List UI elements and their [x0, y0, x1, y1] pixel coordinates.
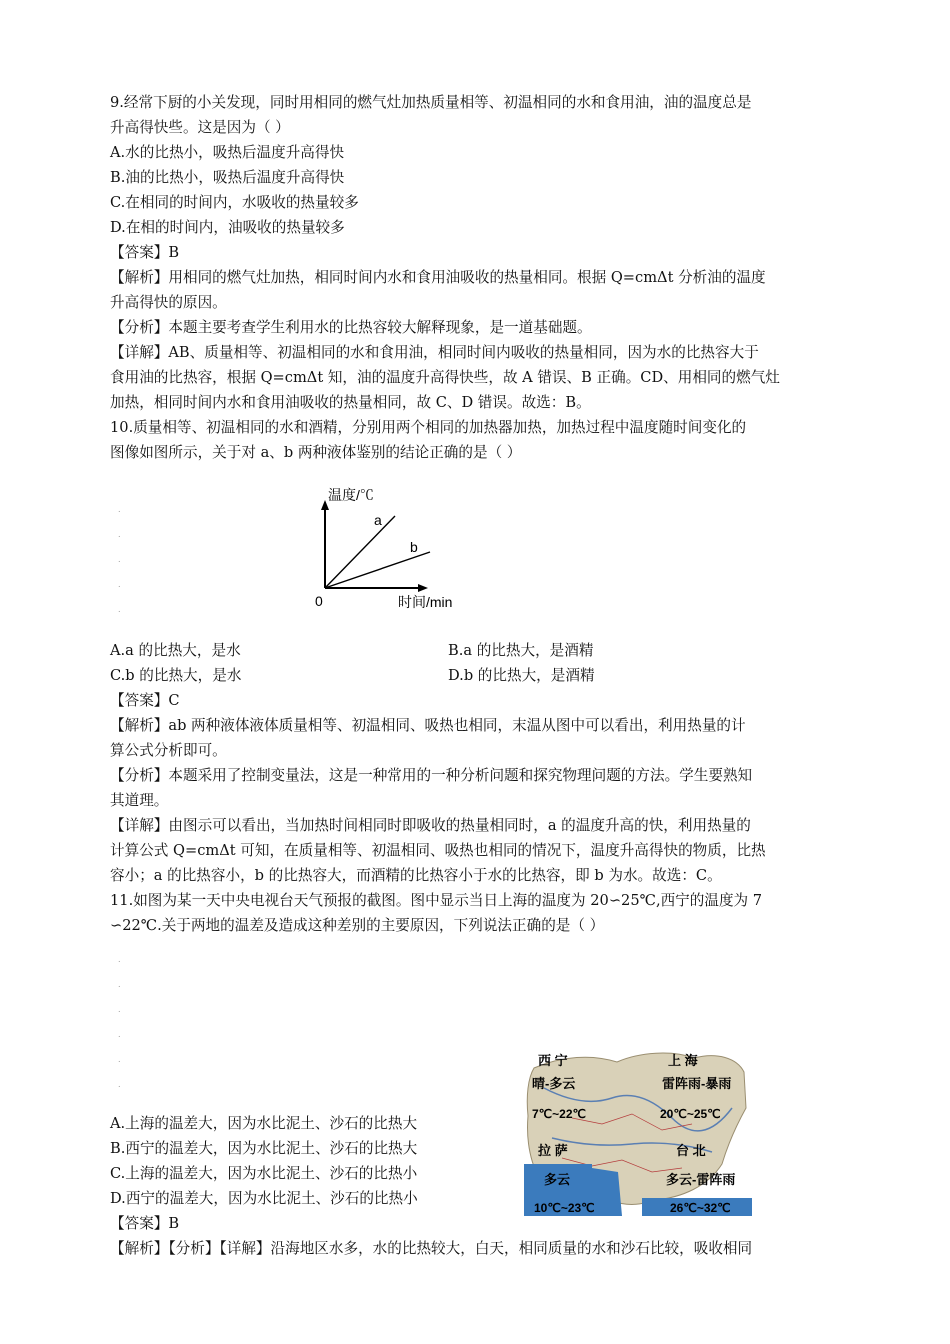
- q10-answer: 【答案】C: [110, 692, 180, 709]
- q10-jiexi-line2: 算公式分析即可。: [110, 742, 227, 759]
- map-xining-city: 西 宁: [538, 1053, 568, 1068]
- q9-xiangjie-line3: 加热，相同时间内水和食用油吸收的热量相同，故 C、D 错误。故选：B。: [110, 394, 591, 411]
- q10-option-c: C.b 的比热大，是水: [110, 667, 242, 684]
- q11-stem-line1: 11.如图为某一天中央电视台天气预报的截图。图中显示当日上海的温度为 20∽25℃,西宁的温度为 7: [110, 892, 763, 909]
- q9-answer: 【答案】B: [110, 244, 180, 261]
- q9-stem-line2: 升高得快些。这是因为（ ）: [110, 119, 290, 136]
- q10-option-a: A.a 的比热大，是水: [110, 642, 241, 659]
- graph-line-b-label: b: [410, 539, 418, 555]
- q11-jiexi: 【解析】【分析】【详解】沿海地区水多，水的比热较大，白天，相同质量的水和沙石比较，吸收相同: [110, 1240, 753, 1257]
- map-lasa-weather: 多云: [544, 1172, 571, 1187]
- graph-x-label: 时间/min: [398, 594, 453, 610]
- temperature-time-graph: [300, 480, 480, 615]
- q11-option-d: D.西宁的温差大，因为水比泥土、沙石的比热小: [110, 1190, 418, 1207]
- q9-jiexi-line2: 升高得快的原因。: [110, 294, 227, 311]
- graph-origin-label: 0: [315, 593, 323, 609]
- q10-xiangjie-line3: 容小；a 的比热容小，b 的比热容大，而酒精的比热容小于水的比热容，即 b 为水。故选：C。: [110, 867, 722, 884]
- weather-forecast-map: [522, 1048, 752, 1216]
- q9-xiangjie-line1: 【详解】AB、质量相等、初温相同的水和食用油，相同时间内吸收的热量相同，因为水的比热容大于: [110, 344, 759, 361]
- map-shanghai-temp: 20℃~25℃: [660, 1107, 721, 1121]
- q10-fenxi-line2: 其道理。: [110, 792, 169, 809]
- q10-stem-line2: 图像如图所示，关于对 a、b 两种液体鉴别的结论正确的是（ ）: [110, 444, 522, 461]
- q11-option-a: A.上海的温差大，因为水比泥土、沙石的比热大: [110, 1115, 418, 1132]
- q9-xiangjie-line2: 食用油的比热容，根据 Q=cmΔt 知，油的温度升高得快些，故 A 错误、B 正确。CD、用相同的燃气灶: [110, 369, 780, 386]
- q10-xiangjie-line2: 计算公式 Q=cmΔt 可知，在质量相等、初温相同、吸热也相同的情况下，温度升高得快的物质，比热: [110, 842, 766, 859]
- q9-option-d: D.在相的时间内，油吸收的热量较多: [110, 219, 345, 236]
- q10-jiexi-line1: 【解析】ab 两种液体液体质量相等、初温相同、吸热也相同，末温从图中可以看出，利用热量的计: [110, 717, 746, 734]
- q9-option-a: A.水的比热小，吸热后温度升高得快: [110, 144, 345, 161]
- q11-stem-line2: ∽22℃.关于两地的温差及造成这种差别的主要原因，下列说法正确的是（ ）: [110, 917, 605, 934]
- map-lasa-temp: 10℃~23℃: [534, 1201, 595, 1215]
- q10-option-b: B.a 的比热大，是酒精: [448, 642, 594, 659]
- q11-option-b: B.西宁的温差大，因为水比泥土、沙石的比热大: [110, 1140, 418, 1157]
- map-xining-temp: 7℃~22℃: [532, 1107, 586, 1121]
- map-taibei-city: 台 北: [676, 1143, 706, 1158]
- map-lasa-city: 拉 萨: [538, 1143, 568, 1158]
- q9-option-c: C.在相同的时间内，水吸收的热量较多: [110, 194, 359, 211]
- q10-xiangjie-line1: 【详解】由图示可以看出，当加热时间相同时即吸收的热量相同时，a 的温度升高的快，利用热量的: [110, 817, 751, 834]
- map-taibei-temp: 26℃~32℃: [670, 1201, 731, 1215]
- q9-fenxi: 【分析】本题主要考查学生利用水的比热容较大解释现象，是一道基础题。: [110, 319, 592, 336]
- q10-option-d: D.b 的比热大，是酒精: [448, 667, 595, 684]
- q9-option-b: B.油的比热小，吸热后温度升高得快: [110, 169, 345, 186]
- map-shanghai-weather: 雷阵雨-暴雨: [662, 1076, 732, 1091]
- q11-answer: 【答案】B: [110, 1215, 180, 1232]
- map-shanghai-city: 上 海: [668, 1053, 698, 1068]
- map-xining-weather: 晴-多云: [532, 1076, 576, 1091]
- q10-fenxi-line1: 【分析】本题采用了控制变量法，这是一种常用的一种分析问题和探究物理问题的方法。学生要熟知: [110, 767, 753, 784]
- map-taibei-weather: 多云-雷阵雨: [666, 1172, 736, 1187]
- q11-option-c: C.上海的温差大，因为水比泥土、沙石的比热小: [110, 1165, 418, 1182]
- graph-y-label: 温度/℃: [328, 487, 374, 503]
- q10-stem-line1: 10.质量相等、初温相同的水和酒精，分别用两个相同的加热器加热，加热过程中温度随时间变化的: [110, 419, 747, 436]
- graph-line-a-label: a: [374, 512, 382, 528]
- q9-stem-line1: 9.经常下厨的小关发现，同时用相同的燃气灶加热质量相等、初温相同的水和食用油，油的温度总是: [110, 94, 752, 111]
- q9-jiexi-line1: 【解析】用相同的燃气灶加热，相同时间内水和食用油吸收的热量相同。根据 Q=cmΔt 分析油的温度: [110, 269, 766, 286]
